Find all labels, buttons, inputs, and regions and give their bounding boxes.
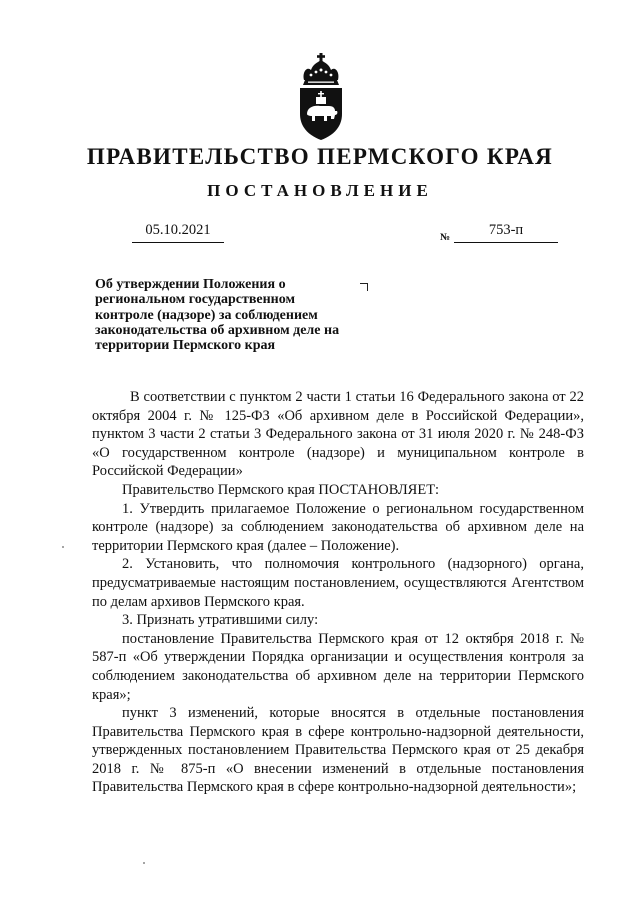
document-body: [92, 388, 584, 797]
document-number: 753-п: [454, 222, 558, 243]
scan-speck: [143, 862, 145, 864]
preamble-paragraph: В соответствии с пунктом 2 части 1 статьи 16 Федерального закона от 22 октября 2004 г. № 125-ФЗ «Об архивном деле в Российской Федерации», пунктом 3 части 2 статьи 3 Федерального закона от 31 июля 2020 г. № 248-ФЗ «О государственном контроле (надзоре) и муниципальном контроле в Российской Федерации»: [92, 389, 584, 480]
scan-speck: [62, 546, 64, 548]
repealed-item-1-paragraph: постановление Правительства Пермского края от 12 октября 2018 г. № 587-п «Об утверждении Порядка организации и осуществления контроля за соблюдением законодательства об архивном деле на территории Пермского края»;: [92, 630, 584, 703]
clause-3-paragraph: 3. Признать утратившими силу:: [122, 612, 319, 629]
clause-2-paragraph: 2. Установить, что полномочия контрольного (надзорного) органа, предусматриваемые настоящим постановлением, осуществляются Агентством по делам архивов Пермского края.: [92, 556, 584, 610]
document-subject: Об утверждении Положения о региональном государственном контроле (надзоре) за соблюдением законодательства об архивном деле на территории Пермского края: [95, 277, 340, 354]
number-sign: №: [440, 232, 451, 243]
government-title: ПРАВИТЕЛЬСТВО ПЕРМСКОГО КРАЯ: [86, 144, 554, 169]
resolution-paragraph: Правительство Пермского края ПОСТАНОВЛЯЕТ:: [122, 481, 440, 498]
repealed-item-2-paragraph: пункт 3 изменений, которые вносятся в отдельные постановления Правительства Пермского края в сфере контрольно-надзорной деятельности, утвержденных постановлением Правительства Пермского края от 25 декабря 2018 г. № 875-п «О внесении изменений в отдельные постановления Правительства Пермского края в сфере контрольно-надзорной деятельности»;: [92, 705, 584, 796]
corner-bracket-mark: [360, 283, 368, 291]
clause-1-paragraph: 1. Утвердить прилагаемое Положение о региональном государственном контроле (надзоре) за соблюдением законодательства об архивном деле на территории Пермского края (далее – Положение).: [92, 500, 584, 554]
document-type-heading: ПОСТАНОВЛЕНИЕ: [207, 181, 433, 200]
coat-of-arms-icon: [296, 52, 346, 142]
document-date: 05.10.2021: [132, 222, 224, 243]
